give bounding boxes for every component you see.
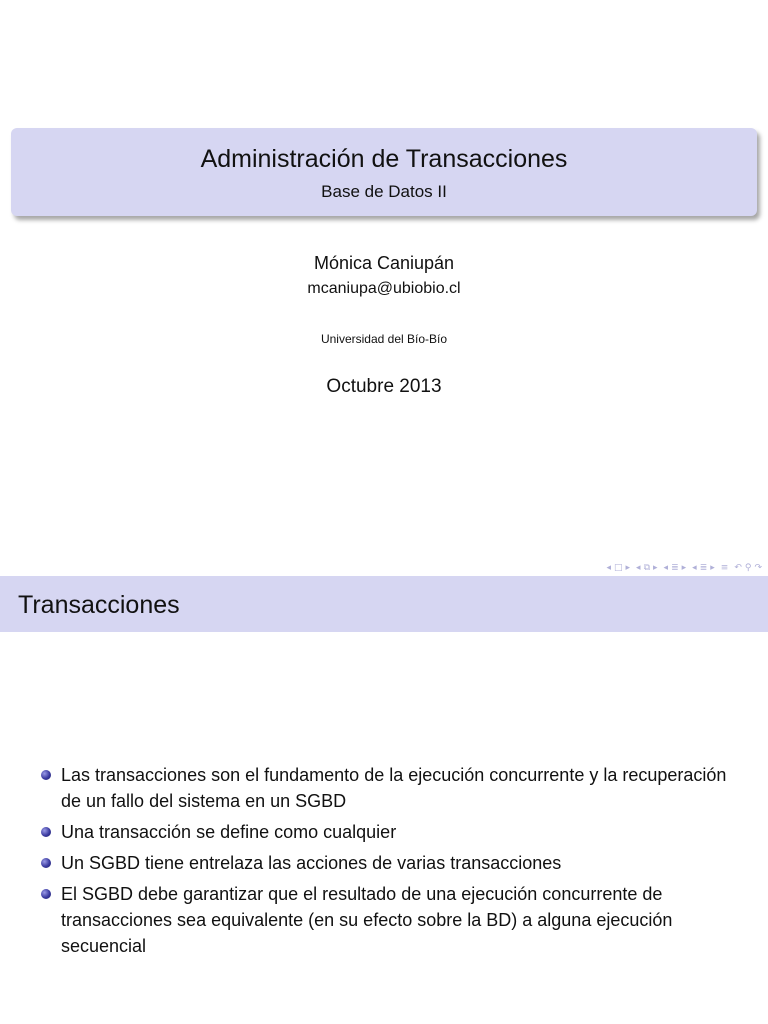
nav-back-icon[interactable]: ↶ (734, 563, 742, 573)
bullet-text: Un SGBD tiene entrelaza las acciones de varias transacciones (61, 853, 562, 873)
nav-search-icon[interactable]: ⚲ (744, 563, 752, 573)
nav-section-icon[interactable]: ≣ (671, 563, 679, 573)
nav-part-icon[interactable]: ≣ (699, 563, 708, 573)
content-slide (0, 576, 768, 1024)
bullet-text: Una transacción se define como cualquier (61, 822, 397, 842)
bullet-text: Las transacciones son el fundamento de la ejecución concurrente y la recuperación de un fallo del sistema en un SGBD (61, 765, 727, 811)
frame-title: Transacciones (18, 591, 180, 619)
bullet-item (40, 762, 730, 814)
nav-section-group (664, 562, 687, 574)
bullet-icon (41, 770, 51, 780)
nav-align-icon[interactable]: ≡ (720, 563, 729, 573)
nav-next-frame-icon[interactable]: ▸ (625, 563, 631, 573)
nav-next-subsection-icon[interactable]: ▸ (653, 563, 658, 573)
bullet-item (40, 819, 730, 845)
nav-align-group (721, 562, 729, 574)
nav-prev-frame-icon[interactable]: ◂ (606, 563, 611, 573)
institute: Universidad del Bío-Bío (320, 332, 448, 346)
nav-part-group (692, 562, 715, 574)
bullet-item (40, 881, 730, 959)
bullet-icon (41, 858, 51, 868)
presentation-date: Octubre 2013 (326, 376, 442, 397)
beamer-navigation-bar (606, 561, 762, 575)
frame-title-bar (0, 576, 768, 632)
presentation-title: Administración de Transacciones (200, 145, 568, 173)
bullet-icon (41, 889, 51, 899)
author-email: mcaniupa@ubiobio.cl (307, 280, 461, 297)
bullet-list (40, 762, 730, 964)
nav-prev-subsection-icon[interactable]: ◂ (636, 563, 641, 573)
bullet-item (40, 850, 730, 876)
bullet-icon (41, 827, 51, 837)
nav-frame-icon[interactable]: □ (614, 563, 623, 573)
nav-prev-part-icon[interactable]: ◂ (692, 563, 697, 573)
author-name: Mónica Caniupán (313, 253, 455, 273)
nav-next-section-icon[interactable]: ▸ (681, 563, 687, 573)
nav-prev-section-icon[interactable]: ◂ (663, 563, 669, 573)
presentation-subtitle: Base de Datos II (321, 182, 447, 201)
nav-search-group (734, 562, 762, 574)
nav-forward-icon[interactable]: ↷ (754, 563, 762, 573)
nav-subsection-group (636, 562, 658, 574)
title-box (11, 128, 757, 216)
nav-next-part-icon[interactable]: ▸ (710, 563, 715, 573)
nav-frame-group (606, 562, 630, 574)
bullet-text: El SGBD debe garantizar que el resultado de una ejecución concurrente de transacciones sea equivalente (en su efecto sobre la BD) a alguna ejecución secuencial (61, 884, 673, 956)
nav-subsection-icon[interactable]: ⧉ (643, 563, 651, 573)
